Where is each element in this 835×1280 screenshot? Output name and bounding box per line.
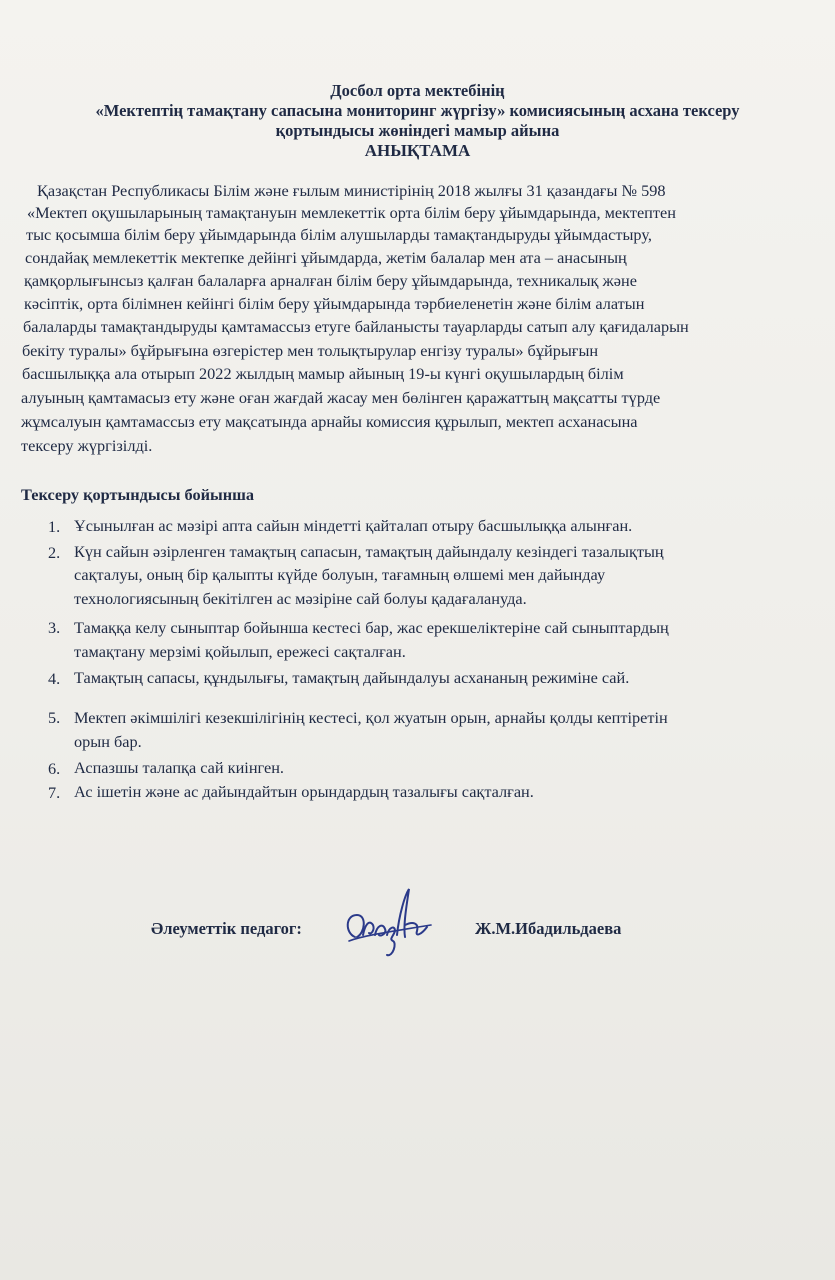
- signer-name: Ж.М.Ибадильдаева: [475, 919, 622, 938]
- list-item-line: технологиясының бекітілген ас мәзіріне сай болуы қадағалануда.: [74, 589, 527, 608]
- list-number: 1.: [48, 517, 61, 536]
- list-number: 7.: [48, 783, 61, 802]
- list-item-line: Тамақтың сапасы, құндылығы, тамақтың дайындалуы асхананың режиміне сай.: [74, 668, 630, 687]
- commission-title: «Мектептің тамақтану сапасына мониторинг жүргізу» комисиясының асхана тексеру: [95, 101, 740, 120]
- intro-line: тексеру жүргізілді.: [21, 436, 153, 455]
- list-item-line: Мектеп әкімшілігі кезекшілігінің кестесі, қол жуатын орын, арнайы қолды кептіретін: [74, 708, 668, 727]
- list-item-line: Күн сайын әзірленген тамақтың сапасын, тамақтың дайындалу кезіндегі тазалықтың: [74, 542, 664, 561]
- list-item-line: Ас ішетін және ас дайындайтын орындардың тазалығы сақталған.: [74, 782, 534, 801]
- list-item-line: сақталуы, оның бір қалыпты күйде болуын, тағамның өлшемі мен дайындау: [74, 565, 606, 584]
- school-name: Досбол орта мектебінің: [330, 81, 505, 100]
- intro-line: қамқорлығынсыз қалған балаларға арналған білім беру ұйымдарында, техникалық және: [24, 271, 637, 290]
- intro-line: тыс қосымша білім беру ұйымдарында білім алушыларды тамақтандыруды ұйымдастыру,: [26, 225, 652, 244]
- report-period: қортындысы жөніндегі мамыр айына: [275, 121, 560, 140]
- list-number: 2.: [48, 543, 61, 562]
- signature-block: [0, 885, 835, 975]
- intro-line: кәсіптік, орта білімнен кейінгі білім беру ұйымдарында тәрбиеленетін және білім алатын: [24, 294, 645, 313]
- list-item-line: тамақтану мерзімі қойылып, ережесі сақталған.: [74, 642, 406, 661]
- intro-line: сондайақ мемлекеттік мектепке дейінгі ұйымдарда, жетім балалар мен ата – анасының: [25, 248, 627, 267]
- intro-line: «Мектеп оқушыларының тамақтануын мемлекеттік орта білім беру ұйымдарында, мектептен: [27, 203, 676, 222]
- list-item-line: орын бар.: [74, 732, 142, 751]
- list-item-line: Тамаққа келу сыныптар бойынша кестесі бар, жас ерекшеліктеріне сай сыныптардың: [74, 618, 669, 637]
- intro-line: алуының қамтамасыз ету және оған жағдай жасау мен бөлінген қаражаттың мақсатты түрде: [21, 388, 661, 407]
- document-title: АНЫҚТАМА: [364, 141, 471, 160]
- intro-line: басшылыққа ала отырып 2022 жылдың мамыр айының 19-ы күнгі оқушылардың білім: [22, 364, 624, 383]
- intro-line: бекіту туралы» бұйрығына өзгерістер мен толықтырулар енгізу туралы» бұйрығын: [22, 341, 599, 360]
- list-number: 3.: [48, 618, 61, 637]
- intro-line: Қазақстан Республикасы Білім және ғылым министірінің 2018 жылғы 31 қазандағы № 598: [37, 181, 666, 200]
- handwritten-signature: [335, 885, 445, 965]
- list-item-line: Ұсынылған ас мәзірі апта сайын міндетті қайталап отыру басшылыққа алынған.: [74, 516, 633, 535]
- findings-title: Тексеру қортындысы бойынша: [21, 485, 254, 504]
- list-number: 5.: [48, 708, 61, 727]
- list-number: 6.: [48, 759, 61, 778]
- list-item-line: Аспазшы талапқа сай киінген.: [74, 758, 285, 777]
- signer-role: Әлеуметтік педагог:: [151, 919, 302, 938]
- intro-line: жұмсалуын қамтамассыз ету мақсатында арнайы комиссия құрылып, мектеп асханасына: [21, 412, 638, 431]
- intro-line: балаларды тамақтандыруды қамтамассыз етуге байланысты тауарларды сатып алу қағидаларын: [23, 317, 689, 336]
- list-number: 4.: [48, 669, 61, 688]
